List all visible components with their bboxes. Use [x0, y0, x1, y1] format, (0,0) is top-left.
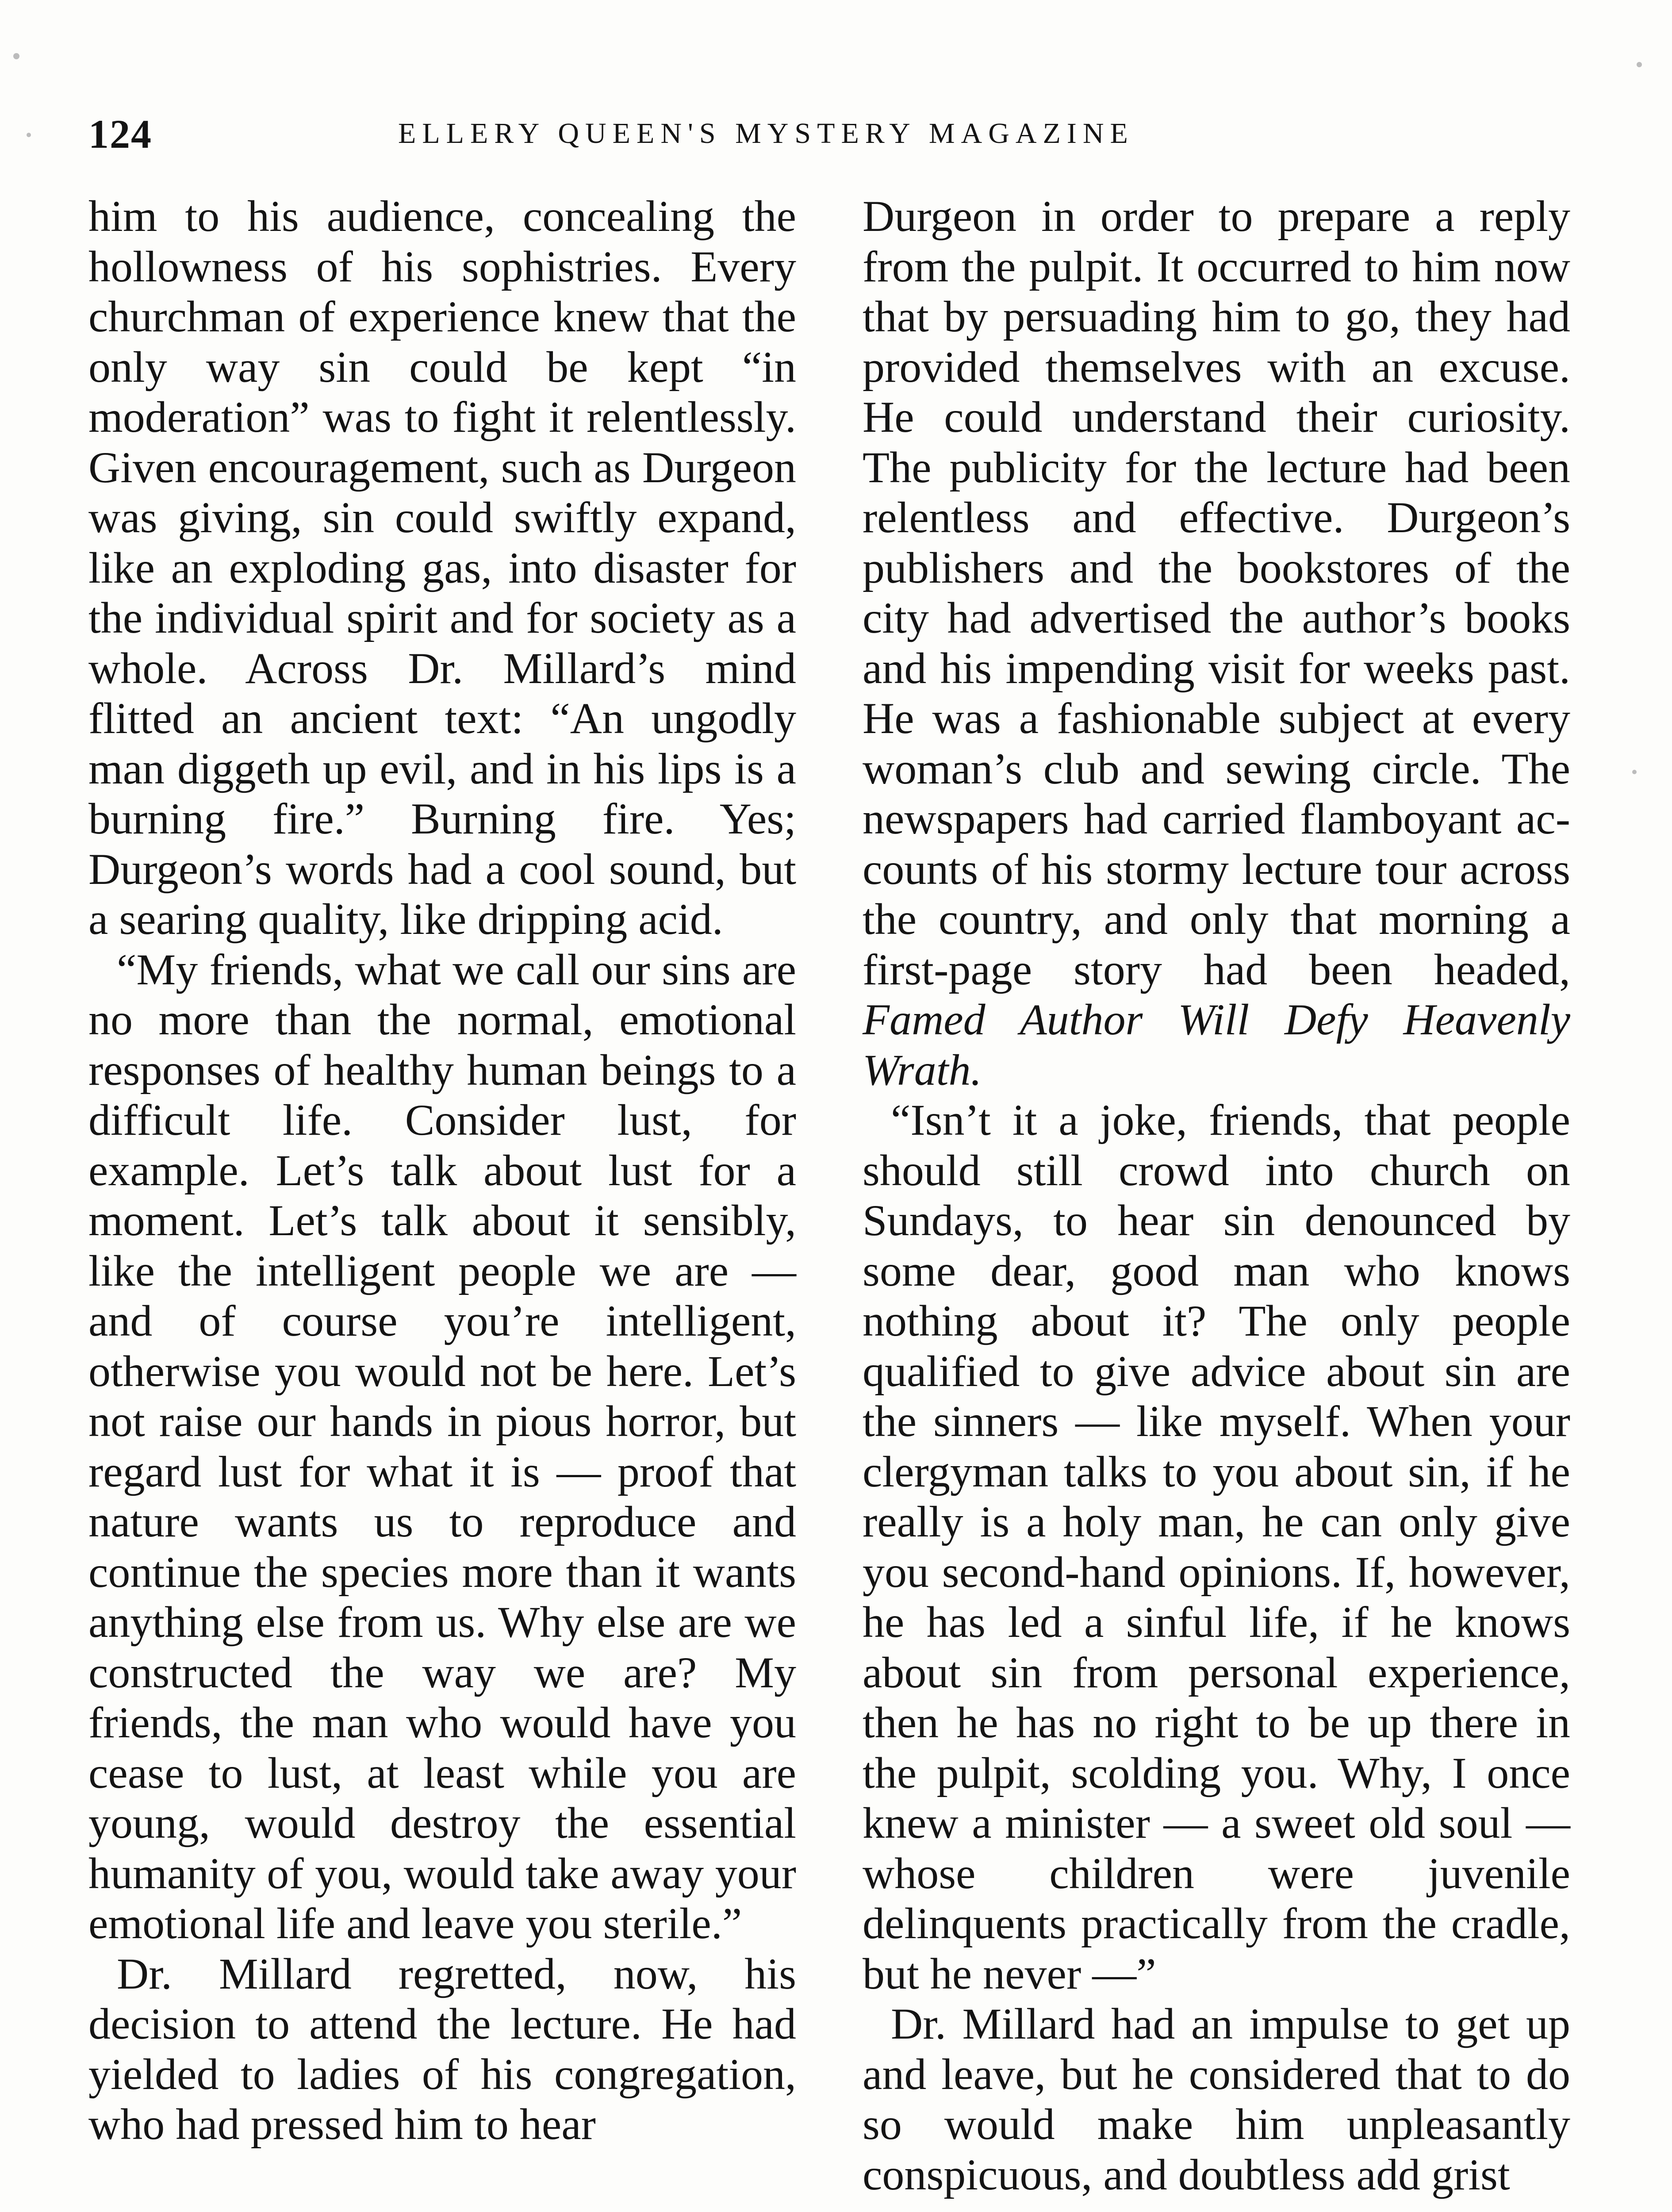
left-column [88, 191, 796, 2150]
paragraph: “My friends, what we call our sins are no more than the normal, emotional responses of healthy human beings to a difficult life. Consider lust, for example. Let’s talk about lust for a moment. Let’s talk about it sensibly, like the intelligent people we are — and of course you’re intelligent, otherwise you would not be here. Let’s not raise our hands in pious horror, but regard lust for what it is — proof that nature wants us to reproduce and continue the species more than it wants anything else from us. Why else are we constructed the way we are? My friends, the man who would have you cease to lust, at least while you are young, would destroy the essential humanity of you, would take away your emotional life and leave you sterile.” [88, 945, 796, 1948]
scan-speck [1637, 62, 1642, 67]
paragraph: “Isn’t it a joke, friends, that people should still crowd into church on Sundays, to hear sin denounced by some dear, good man who knows nothing about it? The only people qualified to give advice about sin are the sinners — like myself. When your clergyman talks to you about sin, if he really is a holy man, he can only give you second-hand opinions. If, however, he has led a sinful life, if he knows about sin from personal experience, then he has no right to be up there in the pulpit, scolding you. Why, I once knew a minister — a sweet old soul — whose children were juvenile delinquents practically from the cradle, but he never —” [863, 1095, 1570, 1998]
paragraph [863, 191, 1570, 1095]
running-title: ELLERY QUEEN'S MYSTERY MAGAZINE [398, 117, 1134, 150]
paragraph: Dr. Millard had an impulse to get up and leave, but he considered that to do so would make him unpleasantly conspicuous, and doubtless add grist [863, 1999, 1570, 2199]
right-column [863, 191, 1570, 2200]
paragraph-text: Durgeon in order to prepare a reply from the pulpit. It occurred to him now that by persuading him to go, they had provided themselves with an excuse. He could understand their curiosity. The publicity for the lecture had been relentless and effective. Durgeon’s publishers and the bookstores of the city had advertised the author’s books and his impending visit for weeks past. He was a fashionable subject at every woman’s club and sewing circle. The newspapers had carried flamboyant accounts of his stormy lecture tour across the country, and only that morning a first-page story had been headed, [863, 192, 1570, 994]
scan-speck [1632, 770, 1637, 774]
page-number: 124 [88, 111, 152, 157]
paragraph: Dr. Millard regretted, now, his decision to attend the lecture. He had yielded to ladies of his congregation, who had pressed him to hear [88, 1949, 796, 2149]
scan-speck [13, 53, 19, 59]
paragraph: him to his audience, concealing the hollowness of his sophistries. Every churchman of experience knew that the only way sin could be kept “in moderation” was to fight it relentlessly. Given encouragement, such as Durgeon was giving, sin could swiftly expand, like an exploding gas, into disaster for the individual spirit and for society as a whole. Across Dr. Millard’s mind flitted an ancient text: “An ungodly man diggeth up evil, and in his lips is a burning fire.” Burning fire. Yes; Durgeon’s words had a cool sound, but a searing quality, like dripping acid. [88, 192, 796, 944]
newspaper-headline: Famed Author Will Defy Heavenly Wrath. [863, 995, 1570, 1094]
page-header [88, 111, 1592, 159]
scan-speck [27, 133, 31, 137]
